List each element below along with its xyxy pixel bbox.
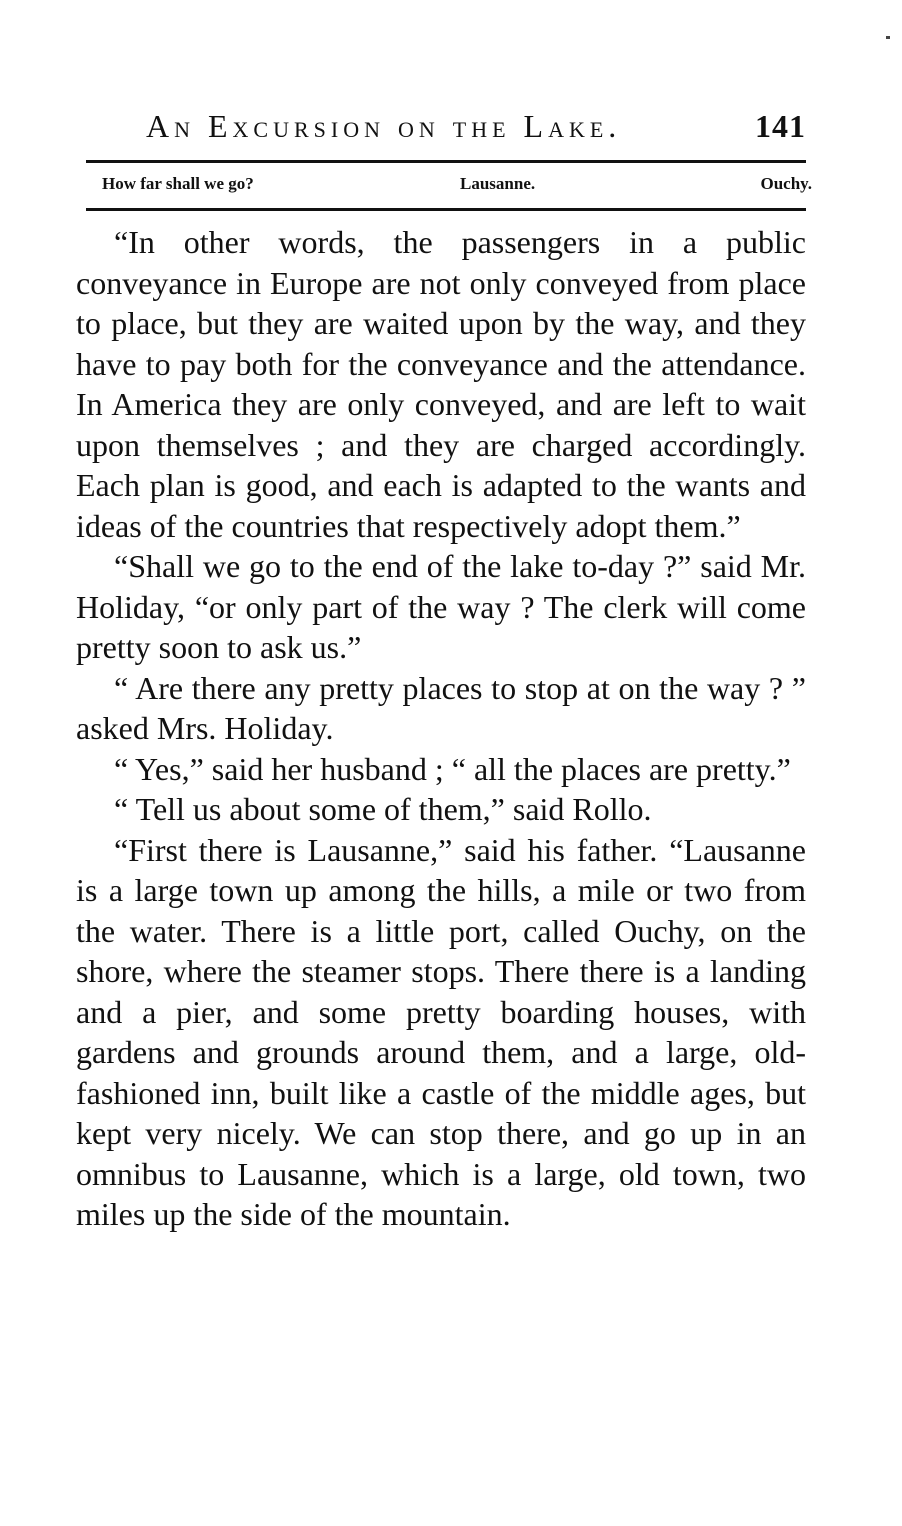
running-head bbox=[146, 108, 806, 145]
speck-mark bbox=[886, 36, 890, 39]
paragraph: “Shall we go to the end of the lake to-day ?” said Mr. Holiday, “or only part of the way ? The clerk will come pretty soon to ask us.” bbox=[76, 548, 806, 665]
header-rule-top bbox=[86, 160, 806, 163]
paragraph: “ Tell us about some of them,” said Rollo. bbox=[114, 791, 652, 827]
body-text bbox=[76, 222, 806, 1235]
paragraph: “ Yes,” said her husband ; “ all the places are pretty.” bbox=[114, 750, 791, 787]
paragraph: “ Are there any pretty places to stop at on the way ? ” asked Mrs. Holiday. bbox=[76, 669, 806, 746]
topic-subheads bbox=[102, 174, 812, 198]
paragraph: “In other words, the passengers in a public conveyance in Europe are not only conveyed from place to place, but they are waited upon by the way, and they have to pay both for the conveyance and the attendance. In America they are only conveyed, and are left to wait upon themselves ; and they are charged accordingly. Each plan is good, and each is adapted to the wants and ideas of the countries that respectively adopt them.” bbox=[76, 224, 806, 544]
header-rule-bottom bbox=[86, 208, 806, 211]
paragraph: “First there is Lausanne,” said his father. “Lausanne is a large town up among the hills, a mile or two from the water. There is a little port, called Ouchy, on the shore, where the steamer stops. There there is a landing and a pier, and some pretty boarding houses, with gardens and grounds around them, and a large, old-fashioned inn, built like a castle of the middle ages, but kept very nicely. We can stop there, and go up in an omnibus to Lausanne, which is a large, old town, two miles up the side of the mountain. bbox=[76, 831, 806, 1232]
page-number: 141 bbox=[755, 108, 806, 144]
subhead-left: How far shall we go? bbox=[102, 174, 254, 193]
subhead-middle: Lausanne. bbox=[460, 174, 536, 193]
subhead-right: Ouchy. bbox=[760, 174, 812, 193]
running-head-title: An Excursion on the Lake. bbox=[146, 108, 622, 144]
